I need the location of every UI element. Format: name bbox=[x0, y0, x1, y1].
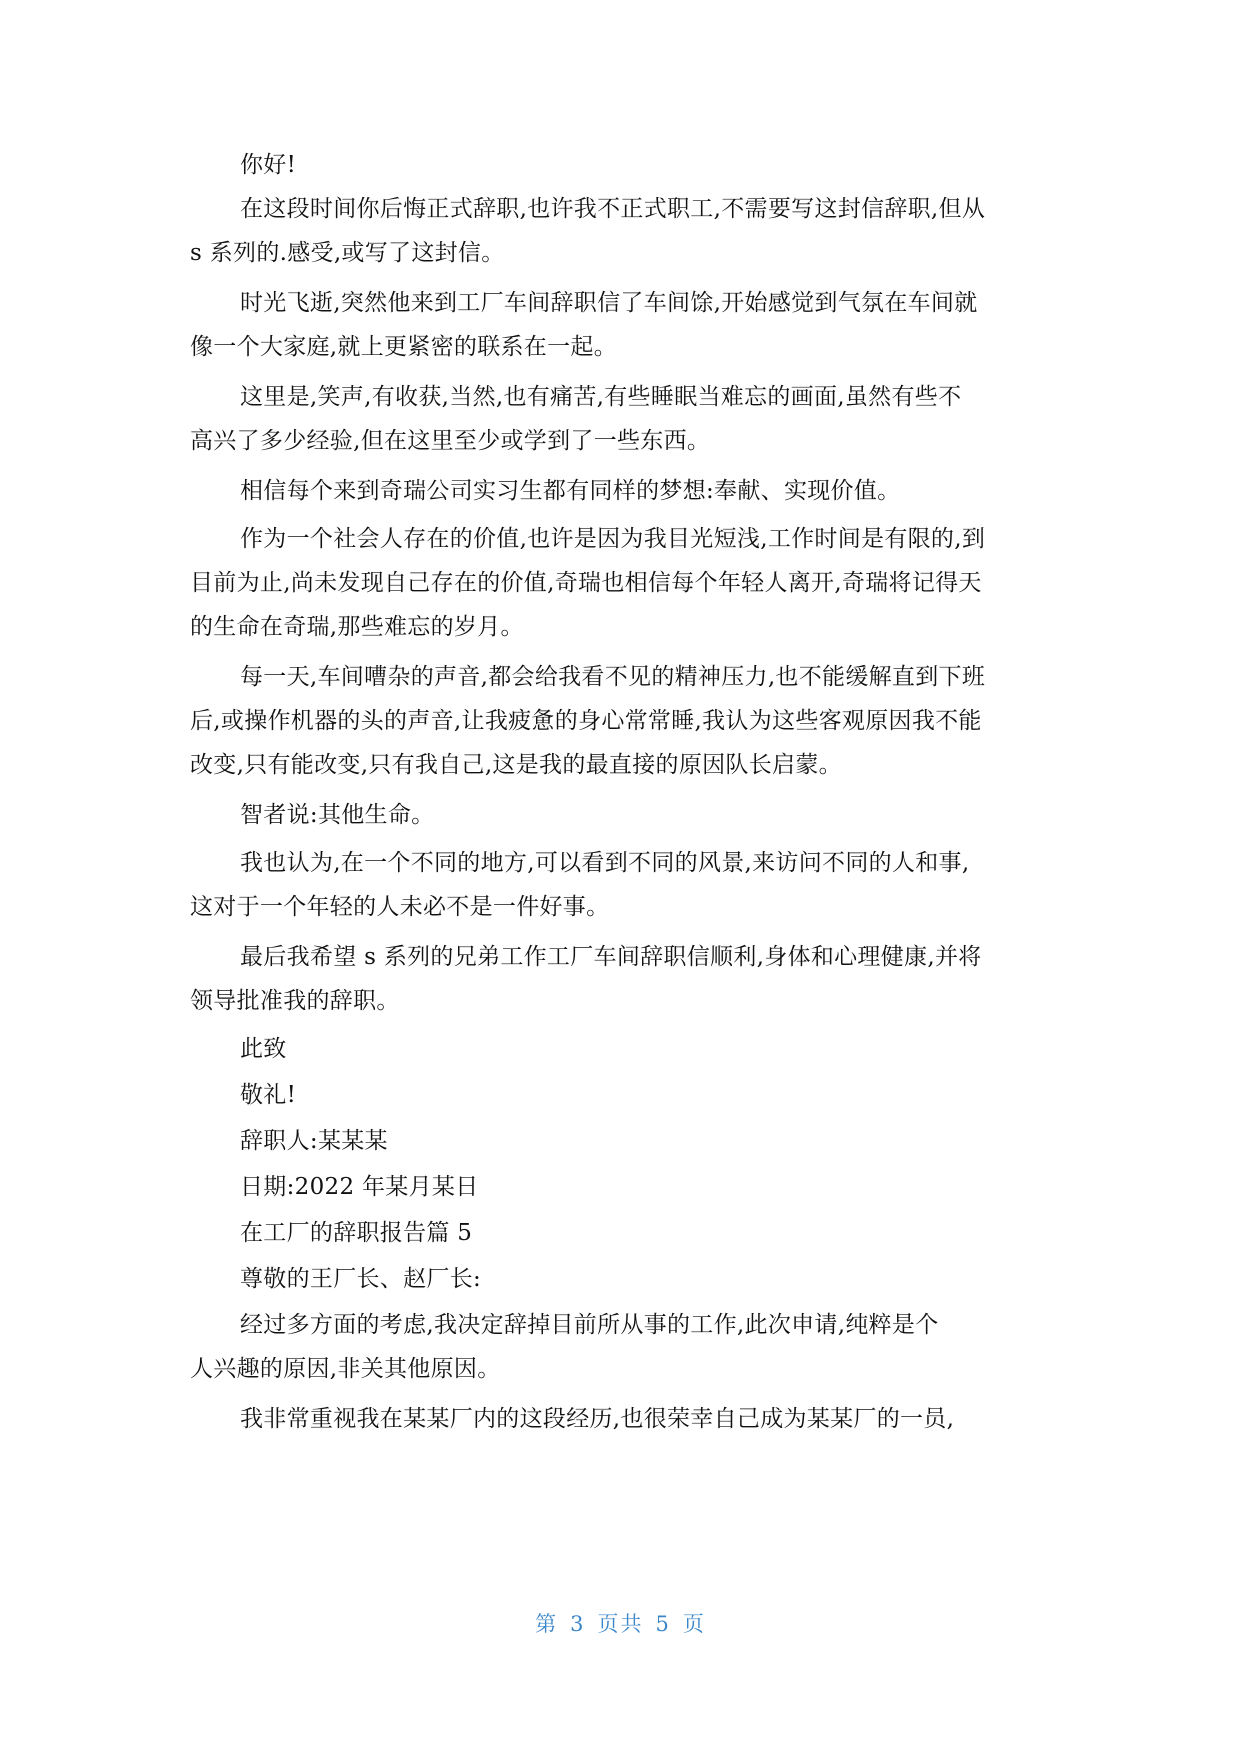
paragraph-line: 这对于一个年轻的人未必不是一件好事。 bbox=[190, 894, 610, 920]
closing-line: 此致 bbox=[240, 1036, 287, 1062]
paragraph-line: 在这段时间你后悔正式辞职,也许我不正式职工,不需要写这封信辞职,但从 bbox=[240, 196, 986, 222]
greeting: 你好! bbox=[240, 152, 297, 178]
paragraph-line: 我非常重视我在某某厂内的这段经历,也很荣幸自己成为某某厂的一员, bbox=[240, 1406, 955, 1432]
date-line: 日期:2022 年某月某日 bbox=[240, 1174, 479, 1200]
paragraph-line: 目前为止,尚未发现自己存在的价值,奇瑞也相信每个年轻人离开,奇瑞将记得天 bbox=[190, 570, 982, 596]
page-suffix: 页 bbox=[682, 1612, 706, 1636]
paragraph-line: 后,或操作机器的头的声音,让我疲惫的身心常常睡,我认为这些客观原因我不能 bbox=[190, 708, 982, 734]
page-mid: 页共 bbox=[597, 1612, 644, 1636]
recipient-line: 尊敬的王厂长、赵厂长: bbox=[240, 1266, 482, 1292]
closing-salutation: 敬礼! bbox=[240, 1082, 297, 1108]
total-page-number: 5 bbox=[655, 1612, 671, 1636]
paragraph-line: 像一个大家庭,就上更紧密的联系在一起。 bbox=[190, 334, 618, 360]
section-title: 在工厂的辞职报告篇 5 bbox=[240, 1220, 473, 1246]
paragraph-line: 这里是,笑声,有收获,当然,也有痛苦,有些睡眠当难忘的画面,虽然有些不 bbox=[240, 384, 962, 410]
paragraph-line: 人兴趣的原因,非关其他原因。 bbox=[190, 1356, 501, 1382]
paragraph-line: 我也认为,在一个不同的地方,可以看到不同的风景,来访问不同的人和事, bbox=[240, 850, 970, 876]
paragraph-line: 智者说:其他生命。 bbox=[240, 802, 435, 828]
paragraph-line: 作为一个社会人存在的价值,也许是因为我目光短浅,工作时间是有限的,到 bbox=[240, 526, 986, 552]
current-page-number: 3 bbox=[570, 1612, 586, 1636]
paragraph-line: 高兴了多少经验,但在这里至少或学到了一些东西。 bbox=[190, 428, 711, 454]
paragraph-line: 改变,只有能改变,只有我自己,这是我的最直接的原因队长启蒙。 bbox=[190, 752, 842, 778]
page-number-footer bbox=[0, 1608, 1241, 1638]
paragraph-line: 领导批准我的辞职。 bbox=[190, 988, 400, 1014]
paragraph-line: 经过多方面的考虑,我决定辞掉目前所从事的工作,此次申请,纯粹是个 bbox=[240, 1312, 939, 1338]
paragraph-line: 每一天,车间嘈杂的声音,都会给我看不见的精神压力,也不能缓解直到下班 bbox=[240, 664, 986, 690]
signature-line: 辞职人:某某某 bbox=[240, 1128, 388, 1154]
paragraph-line: s 系列的.感受,或写了这封信。 bbox=[190, 240, 505, 266]
paragraph-line: 时光飞逝,突然他来到工厂车间辞职信了车间馀,开始感觉到气氛在车间就 bbox=[240, 290, 978, 316]
page-prefix: 第 bbox=[535, 1612, 559, 1636]
paragraph-line: 的生命在奇瑞,那些难忘的岁月。 bbox=[190, 614, 524, 640]
paragraph-line: 相信每个来到奇瑞公司实习生都有同样的梦想:奉献、实现价值。 bbox=[240, 478, 901, 504]
paragraph-line: 最后我希望 s 系列的兄弟工作工厂车间辞职信顺利,身体和心理健康,并将 bbox=[240, 944, 982, 970]
